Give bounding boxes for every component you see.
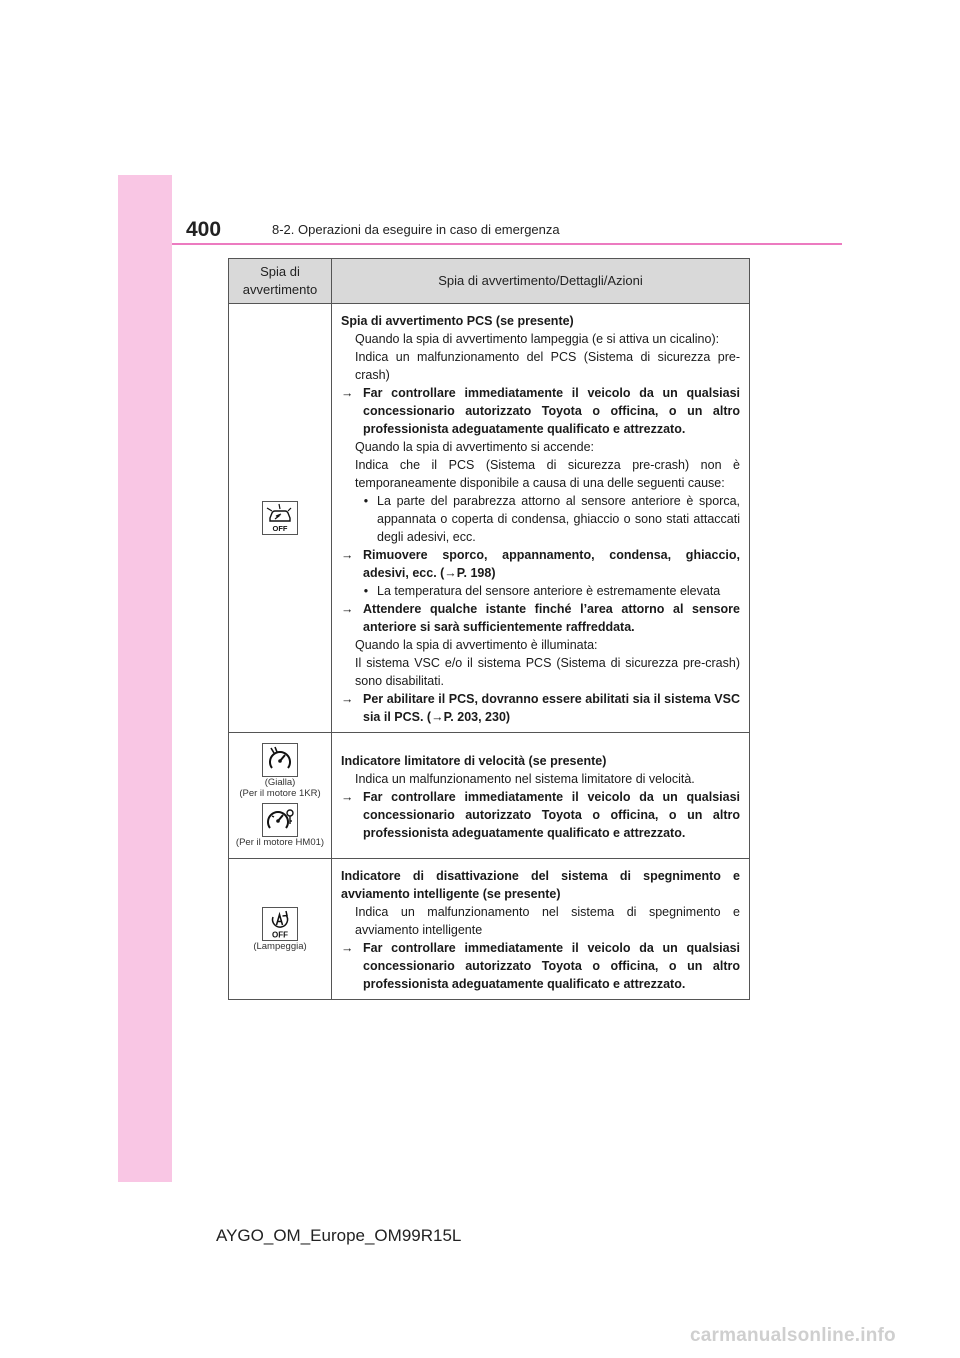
- paragraph: Indica che il PCS (Sistema di sicurezza pre-crash) non è temporaneamente disponibile a causa di una delle seguenti cause:: [355, 458, 740, 490]
- action-text: Far controllare immediatamente il veicolo da un qualsiasi concessionario autorizzato Toyota o officina, o un altro professionista adeguatamente qualificato e attrezzato.: [363, 386, 740, 436]
- bullet-icon: •: [363, 584, 369, 598]
- action-text: Far controllare immediatamente il veicolo da un qualsiasi concessionario autorizzato Toyota o officina, o un altro professionista adeguatamente qualificato e attrezzato.: [363, 789, 740, 840]
- column-header-details: Spia di avvertimento/Dettagli/Azioni: [332, 259, 750, 304]
- warning-lights-table: [228, 258, 750, 1000]
- speed-limiter-1kr-icon: [262, 743, 298, 777]
- icon-caption-line: (Lampeggia): [253, 940, 307, 952]
- pcs-icon-label: OFF: [272, 524, 288, 533]
- page-number: 400: [186, 218, 222, 241]
- arrow-right-icon: →: [341, 386, 354, 400]
- paragraph: Indica un malfunzionamento del PCS (Sistema di sicurezza pre-crash): [355, 350, 740, 382]
- footer-document-code: AYGO_OM_Europe_OM99R15L: [216, 1226, 462, 1245]
- arrow-right-icon: →: [341, 602, 354, 616]
- arrow-right-icon: →: [341, 692, 354, 706]
- table-row: [229, 304, 750, 733]
- row-title: Indicatore di disattivazione del sistema di spegnimento e avviamento intelligente (se presente): [341, 869, 740, 901]
- paragraph: Il sistema VSC e/o il sistema PCS (Sistema di sicurezza pre-crash) sono disabilitati.: [355, 656, 740, 688]
- icon-caption: [229, 941, 331, 952]
- bullet-text: La temperatura del sensore anteriore è estremamente elevata: [377, 584, 721, 598]
- speed-limiter-hm01-icon: [262, 803, 298, 837]
- icon-block: [229, 803, 331, 848]
- icon-block: [229, 907, 331, 952]
- column-header-light: [229, 259, 332, 304]
- action-text: Per abilitare il PCS, dovranno essere abilitati sia il sistema VSC sia il PCS. (→P. 203, 230): [363, 692, 740, 724]
- details-cell: [332, 304, 750, 733]
- action-item: [341, 788, 740, 842]
- pcs-off-icon: [262, 501, 298, 535]
- bullet-text: La parte del parabrezza attorno al sensore anteriore è sporca, appannata o coperta di condensa, ghiaccio o sono stati attaccati degli adesivi, ecc.: [377, 494, 740, 544]
- table-row: [229, 733, 750, 859]
- details-cell: [332, 733, 750, 859]
- chapter-sidebar-tab: [118, 175, 172, 1182]
- action-text: Rimuovere sporco, appannamento, condensa, ghiaccio, adesivi, ecc. (→P. 198): [363, 548, 740, 580]
- action-item: [341, 546, 740, 582]
- watermark: carmanualsonline.info: [690, 1325, 896, 1346]
- icon-caption: [229, 777, 331, 799]
- icon-cell: [229, 304, 332, 733]
- bullet-item: [341, 582, 740, 600]
- bullet-item: [341, 492, 740, 546]
- action-item: [341, 690, 740, 726]
- table-row: [229, 859, 750, 1000]
- column-header-light-line1: Spia di: [260, 264, 300, 279]
- paragraph: Indica un malfunzionamento nel sistema limitatore di velocità.: [355, 771, 695, 786]
- action-text: Far controllare immediatamente il veicolo da un qualsiasi concessionario autorizzato Toyota o officina, o un altro professionista adeguatamente qualificato e attrezzato.: [363, 941, 740, 991]
- action-item: [341, 384, 740, 438]
- arrow-right-icon: →: [341, 548, 354, 562]
- paragraph: Quando la spia di avvertimento è illuminata:: [355, 638, 598, 652]
- row-title: Spia di avvertimento PCS (se presente): [341, 314, 574, 328]
- row-title: Indicatore limitatore di velocità (se presente): [341, 753, 607, 768]
- icon-caption-line: (Per il motore 1KR): [239, 788, 321, 799]
- paragraph: Indica un malfunzionamento nel sistema di spegnimento e avviamento intelligente: [355, 905, 740, 937]
- bullet-icon: •: [363, 494, 369, 508]
- stop-start-icon-label: OFF: [272, 930, 288, 939]
- stop-start-off-icon: [262, 907, 298, 941]
- icon-caption-line: (Gialla): [264, 777, 296, 788]
- paragraph: Quando la spia di avvertimento lampeggia (e si attiva un cicalino):: [355, 332, 720, 346]
- action-item: [341, 600, 740, 636]
- icon-caption: [229, 837, 331, 848]
- action-text: Attendere qualche istante finché l’area attorno al sensore anteriore si sarà sufficientemente raffreddata.: [363, 602, 740, 634]
- action-item: [341, 939, 740, 993]
- icon-caption-line: (Per il motore HM01): [235, 837, 325, 848]
- column-header-light-line2: avvertimento: [242, 282, 318, 297]
- icon-block: [229, 743, 331, 799]
- icon-cell: [229, 859, 332, 1000]
- icon-cell: [229, 733, 332, 859]
- arrow-right-icon: →: [341, 789, 354, 804]
- header-rule: [172, 243, 842, 245]
- arrow-right-icon: →: [341, 941, 354, 955]
- paragraph: Quando la spia di avvertimento si accende:: [355, 440, 595, 454]
- section-title: 8-2. Operazioni da eseguire in caso di emergenza: [272, 222, 560, 237]
- table-header-row: [229, 259, 750, 304]
- details-cell: [332, 859, 750, 1000]
